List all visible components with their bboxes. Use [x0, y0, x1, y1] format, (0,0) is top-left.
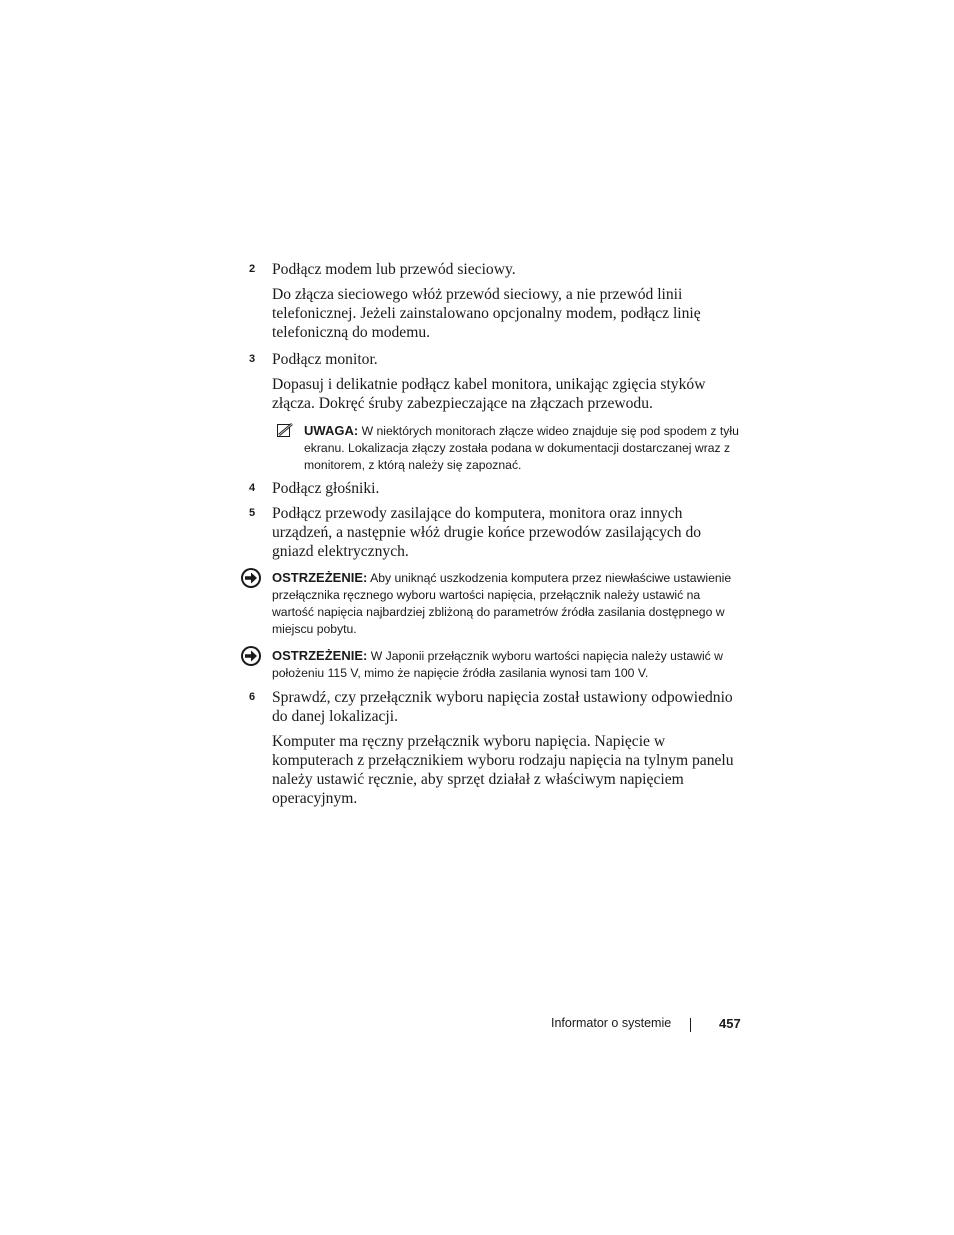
warning-label: OSTRZEŻENIE: — [272, 570, 368, 585]
step-title: Podłącz modem lub przewód sieciowy. — [272, 261, 516, 278]
note-text: W niektórych monitorach złącze wideo znajduje się pod spodem z tyłu ekranu. Lokalizacja złączy została podana w dokumentacji dostarczanej wraz z monitorem, z którą należy się zapoznać. — [304, 424, 739, 472]
warning-text: Aby uniknąć uszkodzenia komputera przez niewłaściwe ustawienie przełącznika ręcznego wyboru wartości napięcia, przełącznik należy ustawić na wartość napięcia najbardziej zbliżoną do parametrów źródła zasilania dostępnego w miejscu pobytu. — [272, 571, 732, 636]
page-number: 457 — [719, 1016, 741, 1031]
step-number: 4 — [249, 482, 256, 494]
step-title: Podłącz przewody zasilające do komputera, monitora oraz innych urządzeń, a następnie włóż drugie końce przewodów zasilających do gniazd elektrycznych. — [272, 505, 702, 560]
footer-separator — [690, 1018, 691, 1032]
step-title: Podłącz monitor. — [272, 351, 378, 368]
pencil-note-icon — [277, 423, 294, 437]
note-label: UWAGA: — [304, 423, 359, 438]
warning-text: W Japonii przełącznik wyboru wartości napięcia należy ustawić w położeniu 115 V, mimo że napięcie źródła zasilania wynosi tam 100 V. — [272, 649, 723, 680]
step-number: 6 — [249, 691, 256, 703]
step-body: Do złącza sieciowego włóż przewód sieciowy, a nie przewód linii telefonicznej. Jeżeli zainstalowano opcjonalny modem, podłącz linię telefoniczną do modemu. — [272, 286, 701, 341]
arrow-circle-warning-icon — [240, 645, 262, 667]
step-body: Komputer ma ręczny przełącznik wyboru napięcia. Napięcie w komputerach z przełącznikiem wyboru rodzaju napięcia na tylnym panelu należy ustawić ręcznie, aby sprzęt działał z właściwym napięciem operacyjnym. — [272, 733, 734, 807]
step-title: Podłącz głośniki. — [272, 480, 380, 497]
step-number: 2 — [249, 263, 256, 275]
warning-label: OSTRZEŻENIE: — [272, 648, 368, 663]
step-body: Dopasuj i delikatnie podłącz kabel monitora, unikając zgięcia styków złącza. Dokręć śruby zabezpieczające na złączach przewodu. — [272, 376, 706, 412]
step-title: Sprawdź, czy przełącznik wyboru napięcia został ustawiony odpowiednio do danej lokalizacji. — [272, 689, 733, 725]
footer-title: Informator o systemie — [551, 1016, 672, 1030]
step-number: 5 — [249, 507, 256, 519]
step-number: 3 — [249, 353, 256, 365]
arrow-circle-warning-icon — [240, 567, 262, 589]
